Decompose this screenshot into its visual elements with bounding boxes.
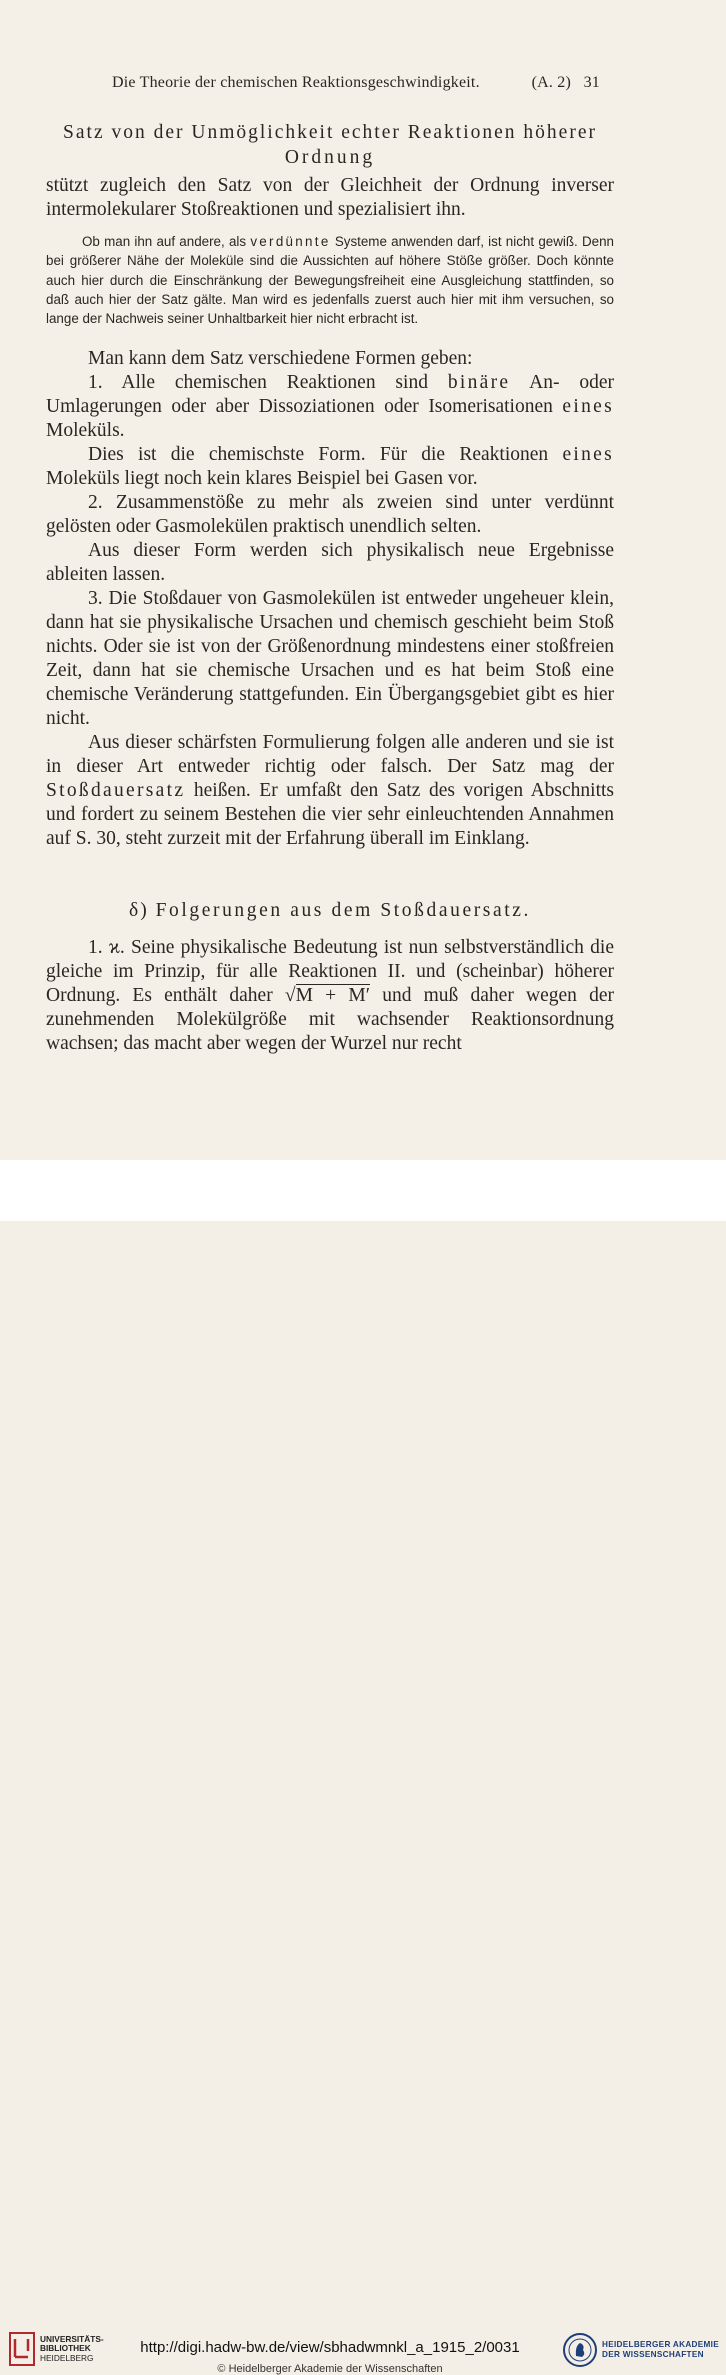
paragraph [46,443,614,491]
academy-seal-icon [562,2332,598,2368]
running-header [112,74,600,92]
text-run: Ob man ihn auf andere, als [82,234,247,249]
body-block-1 [46,174,614,222]
section-title: Folgerungen aus dem Stoßdauersatz. [155,900,531,921]
running-title: Die Theorie der chemischen Reaktionsgeschwindigkeit. [112,74,480,91]
spaced-emphasis: eines [562,396,614,417]
library-emblem-icon [8,2331,36,2367]
body-block-3 [46,936,614,1056]
text-run: Systeme anwenden darf, ist nicht gewiß. Denn bei größerer Nähe der Moleküle sind die Aussichten auf höhere Stöße größer. Doch könnte auch hier durch die Einschränkung der Bewegungsfreiheit eine Ausgleichung stattfinden, so daß auch hier der Satz gälte. Man wird es jedenfalls zuerst auch hier mit ihm versuchen, so lange der Nachweis seiner Unhaltbarkeit hier nicht erbracht ist. [46,234,614,327]
library-line-1: UNIVERSITÄTS- [40,2333,104,2344]
paragraph: stützt zugleich den Satz von der Gleichheit der Ordnung inverser intermolekularer Stoßreaktionen und spezialisiert ihn. [46,175,614,220]
academy-name [602,2340,719,2360]
spaced-emphasis: binäre [447,372,511,393]
paragraph [46,731,614,851]
paragraph [46,371,614,443]
academy-line-2: DER WISSENSCHAFTEN [602,2350,704,2359]
academy-logo[interactable] [562,2332,719,2368]
scanned-page [0,0,726,1160]
paragraph: Man kann dem Satz verschiedene Formen geben: [88,348,473,369]
text-run: An- oder Umlagerungen oder aber Dissoziationen oder Isomerisationen [46,372,614,417]
section-reference: (A. 2) [531,74,571,91]
theorem-title-line-1: Satz von der Unmöglichkeit echter Reaktionen höherer [63,122,597,143]
library-line-3: HEIDELBERG [40,2352,94,2363]
spaced-emphasis: eines [562,444,615,465]
footnote-paragraph [46,232,614,328]
text-run: und muß daher wegen der zunehmenden Molekülgröße mit wachsender Reaktionsordnung wachsen; das macht aber wegen der Wurzel nur recht [46,985,615,1054]
square-root-expression: √M + M′ [284,985,370,1006]
small-print-paragraph [46,232,614,328]
text-run: 1. Alle chemischen Reaktionen sind [88,372,428,393]
spaced-emphasis: verdünnte [250,234,331,249]
permalink-url[interactable]: http://digi.hadw-bw.de/view/sbhadwmnkl_a_1915_2/0031 [140,2339,520,2356]
theorem-title-line-2: Ordnung [284,147,376,168]
section-prefix: δ) [129,900,149,921]
radicand: M + M′ [295,985,370,1006]
paragraph: 2. Zusammenstöße zu mehr als zweien sind unter verdünnt gelösten oder Gasmolekülen praktisch unendlich selten. [46,492,614,537]
text-run: Aus dieser schärfsten Formulierung folgen alle anderen und sie ist in dieser Art entweder richtig oder falsch. Der Satz mag der [46,732,614,777]
page-number: 31 [583,74,600,91]
text-run: Moleküls liegt noch kein klares Beispiel bei Gasen vor. [46,468,478,489]
section-heading [46,900,614,922]
copyright-notice: © Heidelberger Akademie der Wissenschaften [217,2363,443,2375]
paragraph: 3. Die Stoßdauer von Gasmolekülen ist entweder ungeheuer klein, dann hat sie physikalische Ursachen und chemisch geschieht beim Stoß nichts. Oder sie ist von der Größenordnung mindestens einer stoßfreien Zeit, dann hat sie chemische Ursachen und es hat beim Stoß eine chemische Veränderung stattgefunden. Ein Übergangsgebiet gibt es hier nicht. [46,588,614,729]
text-run: Moleküls. [46,420,125,441]
body-block-2 [46,347,614,851]
footer-bar [0,1160,726,2375]
paragraph: Aus dieser Form werden sich physikalisch neue Ergebnisse ableiten lassen. [46,540,614,585]
library-line-2: BIBLIOTHEK [40,2343,91,2354]
academy-line-1: HEIDELBERGER AKADEMIE [602,2340,719,2349]
header-right [532,74,600,92]
text-run: 1. ϰ. Seine physikalische Bedeutung ist nun selbstverständlich die gleiche im Prinzip, für alle Reaktionen II. und (scheinbar) höherer Ordnung. Es enthält daher [46,937,614,1006]
library-logo[interactable] [8,2331,104,2367]
library-name [40,2335,104,2364]
text-run: Dies ist die chemischste Form. Für die Reaktionen [88,444,549,465]
spaced-emphasis: Stoßdauersatz [46,780,186,801]
paragraph [46,936,614,1056]
text-run: heißen. Er umfaßt den Satz des vorigen Abschnitts und fordert zu seinem Bestehen die vier sehr einleuchtenden Annahmen auf S. 30, steht zurzeit mit der Erfahrung überall im Einklang. [46,780,615,849]
